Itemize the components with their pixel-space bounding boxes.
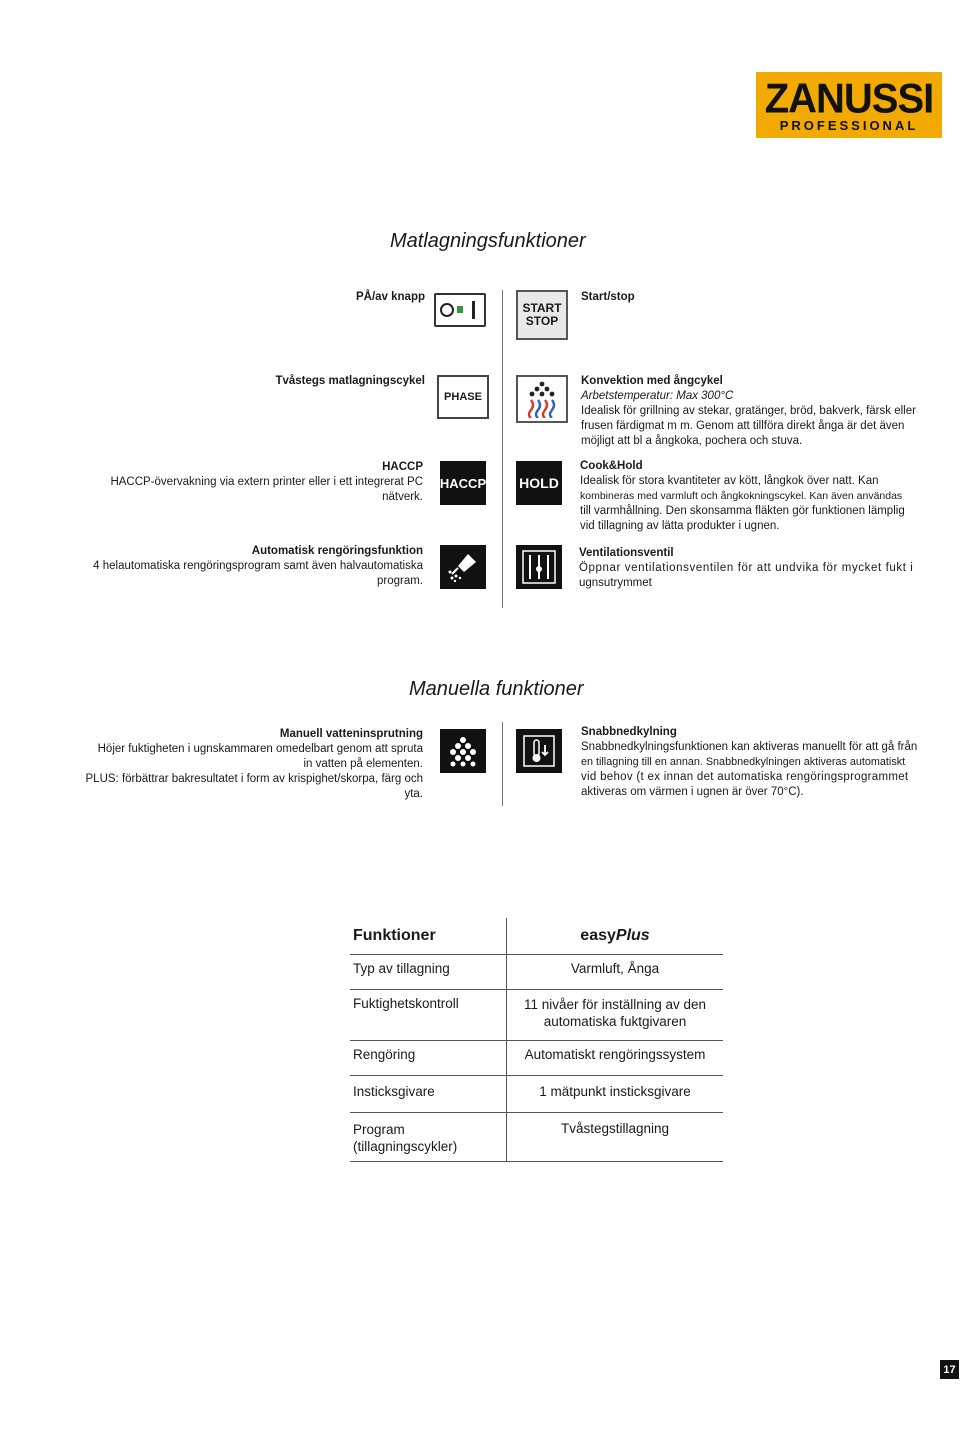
rapid-chill-icon: [516, 729, 562, 773]
water-line-3: PLUS: förbättrar bakresultatet i form av krispighet/skorpa, färg och: [85, 773, 423, 785]
start-icon-text: START: [522, 301, 562, 315]
chill-line-2: en tillagning till en annan. Snabbnedkylningen aktiveras automatiskt: [581, 756, 906, 768]
table-cell-value: 1 mätpunkt insticksgivare: [507, 1076, 724, 1113]
hold-icon-text: HOLD: [519, 475, 559, 491]
haccp-line-1: HACCP-övervakning via extern printer eller i ett integrerat PC: [110, 476, 423, 488]
divider-cooking: [502, 290, 503, 608]
convection-steam-icon: [516, 375, 568, 423]
ventilation-icon: [516, 545, 562, 589]
table-row: [350, 1113, 723, 1162]
zanussi-logo: [756, 72, 942, 138]
divider-manual: [502, 722, 503, 806]
convection-subtitle: Arbetstemperatur: Max 300°C: [581, 390, 734, 402]
table-row: [350, 1041, 723, 1076]
convection-line-3: möjligt att bl a ångkoka, pochera och stuva.: [581, 435, 803, 447]
hold-icon: [516, 461, 562, 505]
cleaning-line-2: program.: [376, 575, 423, 587]
table-row: [350, 955, 723, 990]
water-line-1: Höjer fuktigheten i ugnskammaren omedelbart genom att spruta: [97, 743, 423, 755]
power-label: PÅ/av knapp: [355, 291, 425, 303]
startstop-label: Start/stop: [581, 291, 635, 303]
power-icon: [434, 293, 486, 327]
water-block: [43, 727, 423, 802]
haccp-title: HACCP: [382, 461, 423, 473]
vent-title: Ventilationsventil: [579, 547, 674, 559]
table-cell-value: Tvåstegstillagning: [507, 1113, 724, 1162]
cleaning-spray-icon: [440, 545, 486, 589]
table-row: [350, 1076, 723, 1113]
plus-text: Plus: [615, 927, 650, 944]
logo-sub: PROFESSIONAL: [779, 118, 919, 133]
cookhold-line-4: vid tillagning av lätta produkter i ugnen.: [580, 520, 780, 532]
cookhold-block: [580, 459, 940, 534]
convection-title: Konvektion med ångcykel: [581, 375, 723, 387]
table-cell-value: Varmluft, Ånga: [507, 955, 724, 990]
cookhold-title: Cook&Hold: [580, 460, 643, 472]
phase-icon-text: PHASE: [444, 391, 482, 403]
table-cell-label: Rengöring: [350, 1041, 507, 1076]
phase-icon: [437, 375, 489, 419]
start-stop-icon: [516, 290, 568, 340]
chill-line-4: aktiveras om värmen i ugnen är över 70°C).: [581, 786, 804, 798]
table-header-easyplus: [507, 918, 724, 955]
stop-icon-text: STOP: [525, 314, 559, 328]
functions-table: [350, 918, 723, 1162]
vent-line-2: ugnsutrymmet: [579, 577, 652, 589]
easy-text: easy: [580, 927, 616, 944]
table-cell-label: Insticksgivare: [350, 1076, 507, 1113]
convection-block: [581, 374, 941, 449]
table-header-row: [350, 918, 723, 955]
haccp-line-2: nätverk.: [382, 491, 423, 503]
two-step-title: Tvåstegs matlagningscykel: [275, 375, 425, 387]
table-cell-value: 11 nivåer för inställning av den automatiska fuktgivaren: [507, 990, 724, 1041]
water-title: Manuell vatteninsprutning: [279, 728, 423, 740]
water-line-4: yta.: [404, 788, 423, 800]
cookhold-line-3: till varmhållning. Den skonsamma fläkten gör funktionen lämplig: [580, 505, 905, 517]
cookhold-line-1: Idealisk för stora kvantiteter av kött, långkok över natt. Kan: [580, 475, 879, 487]
chill-title: Snabbnedkylning: [581, 726, 677, 738]
water-injection-icon: [440, 729, 486, 773]
cookhold-line-2: kombineras med varmluft och ångkokningscykel. Kan även användas: [580, 490, 903, 502]
table-cell-label: Fuktighetskontroll: [350, 990, 507, 1041]
cleaning-line-1: 4 helautomatiska rengöringsprogram samt även halvautomatiska: [93, 560, 423, 572]
chill-block: [581, 725, 941, 800]
convection-line-2: frusen färdigmat m m. Genom att tillföra direkt ånga är det även: [581, 420, 905, 432]
table-cell-value: Automatiskt rengöringssystem: [507, 1041, 724, 1076]
haccp-icon: [440, 461, 486, 505]
manual-title: Manuella funktioner: [409, 678, 584, 700]
vent-line-1: Öppnar ventilationsventilen för att undvika för mycket fukt i: [579, 562, 914, 574]
table-cell-label: Program (tillagningscykler): [350, 1113, 507, 1162]
haccp-block: [63, 460, 423, 505]
table-cell-label: Typ av tillagning: [350, 955, 507, 990]
cooking-title: Matlagningsfunktioner: [390, 230, 586, 252]
chill-line-1: Snabbnedkylningsfunktionen kan aktiveras manuellt för att gå från: [581, 741, 918, 753]
cleaning-title: Automatisk rengöringsfunktion: [251, 545, 423, 557]
page-number: 17: [940, 1360, 959, 1379]
haccp-icon-text: HACCP: [439, 475, 487, 491]
chill-line-3: vid behov (t ex innan det automatiska rengöringsprogrammet: [581, 771, 909, 783]
logo-brand: ZANUSSI: [764, 75, 934, 123]
water-line-2: in vatten på elementen.: [303, 758, 423, 770]
table-header-functions: Funktioner: [350, 918, 507, 955]
convection-line-1: Idealisk för grillning av stekar, gratänger, bröd, bakverk, färsk eller: [581, 405, 916, 417]
cleaning-block: [43, 544, 423, 589]
table-row: [350, 990, 723, 1041]
vent-block: [579, 546, 941, 591]
